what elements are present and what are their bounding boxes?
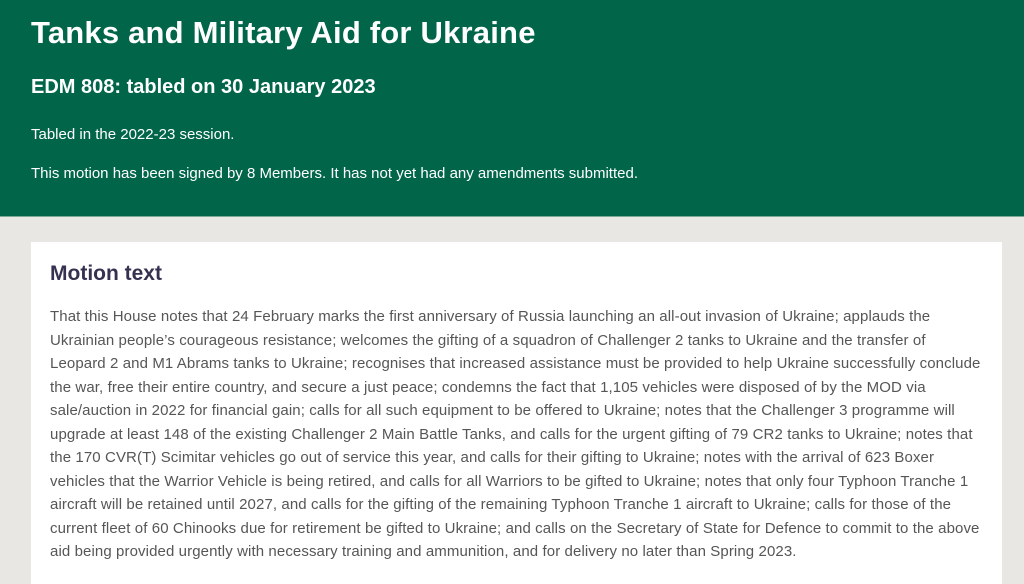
motion-card bbox=[31, 242, 1002, 584]
page-header bbox=[0, 0, 1024, 217]
signatures-note: This motion has been signed by 8 Members. It has not yet had any amendments submitted. bbox=[31, 165, 638, 182]
page-title: Tanks and Military Aid for Ukraine bbox=[31, 15, 536, 50]
main-content bbox=[0, 217, 1024, 584]
motion-text-body: That this House notes that 24 February marks the first anniversary of Russia launching an all-out invasion of Ukraine; applauds the Ukrainian people’s courageous resistance; welcomes the gifting of a squadron of Challenger 2 tanks to Ukraine and the transfer of Leopard 2 and M1 Abrams tanks to Ukraine; recognises that increased assistance must be provided to help Ukraine successfully conclude the war, free their entire country, and secure a just peace; condemns the fact that 1,105 vehicles were disposed of by the MOD via sale/auction in 2022 for financial gain; calls for all such equipment to be offered to Ukraine; notes that the Challenger 3 programme will upgrade at least 148 of the existing Challenger 2 Main Battle Tanks, and calls for the urgent gifting of 79 CR2 tanks to Ukraine; notes that the 170 CVR(T) Scimitar vehicles go out of service this year, and calls for their gifting to Ukraine; notes with the arrival of 623 Boxer vehicles that the Warrior Vehicle is being retired, and calls for all Warriors to be gifted to Ukraine; notes that only four Typhoon Tranche 1 aircraft will be retained until 2027, and calls for the gifting of the remaining Typhoon Tranche 1 aircraft to Ukraine; calls for those of the current fleet of 60 Chinooks due for retirement be gifted to Ukraine; and calls on the Secretary of State for Defence to commit to the above aid being provided urgently with necessary training and ammunition, and for delivery no later than Spring 2023. bbox=[50, 308, 981, 560]
session-note: Tabled in the 2022-23 session. bbox=[31, 126, 235, 143]
edm-number-subtitle: EDM 808: tabled on 30 January 2023 bbox=[31, 76, 376, 98]
motion-text-heading: Motion text bbox=[50, 262, 162, 285]
